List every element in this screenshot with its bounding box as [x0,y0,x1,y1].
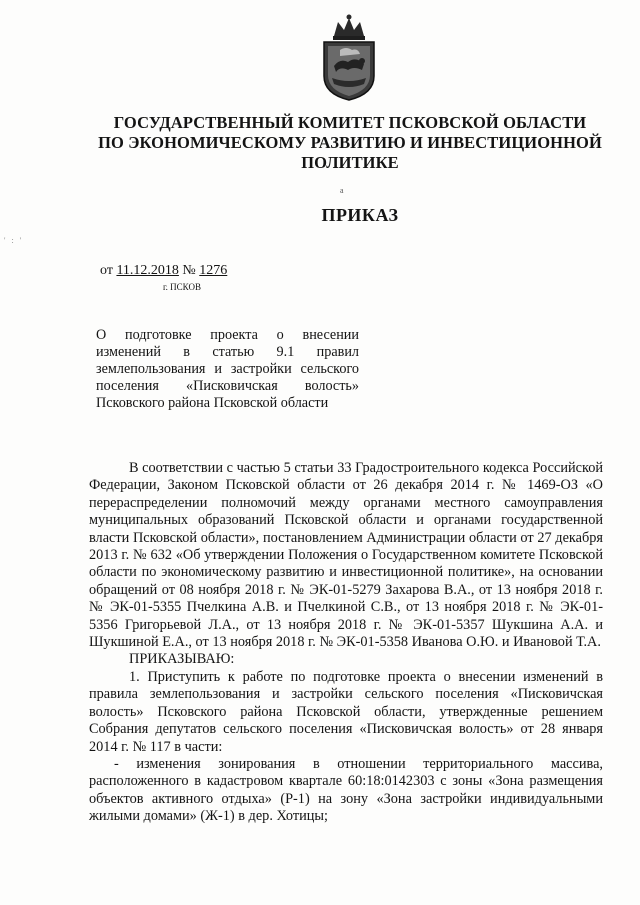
coat-of-arms-emblem [318,14,380,102]
document-body [89,460,603,826]
document-title: ПРИКАЗ [321,205,399,225]
order-item-1-subpoint: - изменения зонирования в отношении территориального массива, расположенного в кадастровом квартале 60:18:0142303 с зоны «Зона размещения объектов активного отдыха» (Р-1) на зону «Зона застройки индивидуальными жилыми домами» (Ж-1) в дер. Хотицы; [89,755,603,825]
organization-line: ПО ЭКОНОМИЧЕСКОМУ РАЗВИТИЮ И ИНВЕСТИЦИОННОЙ [98,133,602,152]
scan-mark: а [340,186,344,195]
margin-mark: ' : ' [4,236,24,245]
city: г. ПСКОВ [163,282,201,292]
date-number-line [100,263,227,279]
number-sign: № [182,263,196,278]
document-subject: О подготовке проекта о внесении изменений в статью 9.1 правил землепользования и застройки сельского поселения «Писковичская волость» Псковского района Псковской области [96,327,359,411]
date-prefix: от [100,263,113,278]
order-item-1: 1. Приступить к работе по подготовке проекта о внесении изменений в правила землепользования и застройки сельского поселения «Писковичская волость» Псковского района Псковской области, утвержденные решением Собрания депутатов сельского поселения «Писковичская волость» от 28 января 2014 г. № 117 в части: [89,668,603,755]
document-date: 11.12.2018 [116,263,179,278]
organization-line: ГОСУДАРСТВЕННЫЙ КОМИТЕТ ПСКОВСКОЙ ОБЛАСТИ [113,113,587,132]
document-number: 1276 [199,263,228,278]
organization-line: ПОЛИТИКЕ [301,153,399,172]
order-word: ПРИКАЗЫВАЮ: [129,651,235,668]
preamble-paragraph: В соответствии с частью 5 статьи 33 Градостроительного кодекса Российской Федерации, Законом Псковской области от 26 декабря 2014 г. № 1469-ОЗ «О перераспределении полномочий между органами местного самоуправления муниципальных образований Псковской области и органами государственной власти Псковской области», постановлением Администрации области от 27 декабря 2013 г. № 632 «Об утверждении Положения о Государственном комитете Псковской области по экономическому развитию и инвестиционной политике», на основании обращений от 08 ноября 2018 г. № ЭК-01-5279 Захарова В.А., от 13 ноября 2018 г. № ЭК-01-5355 Пчелкина А.В. и Пчелкиной С.В., от 13 ноября 2018 г. № ЭК-01-5356 Григорьевой Л.А., от 13 ноября 2018 г. № ЭК-01-5357 Шукшина А.А. и Шукшиной Е.А., от 13 ноября 2018 г. № ЭК-01-5358 Иванова О.Ю. и Ивановой Т.А. [89,460,603,651]
organization-name [80,113,620,173]
